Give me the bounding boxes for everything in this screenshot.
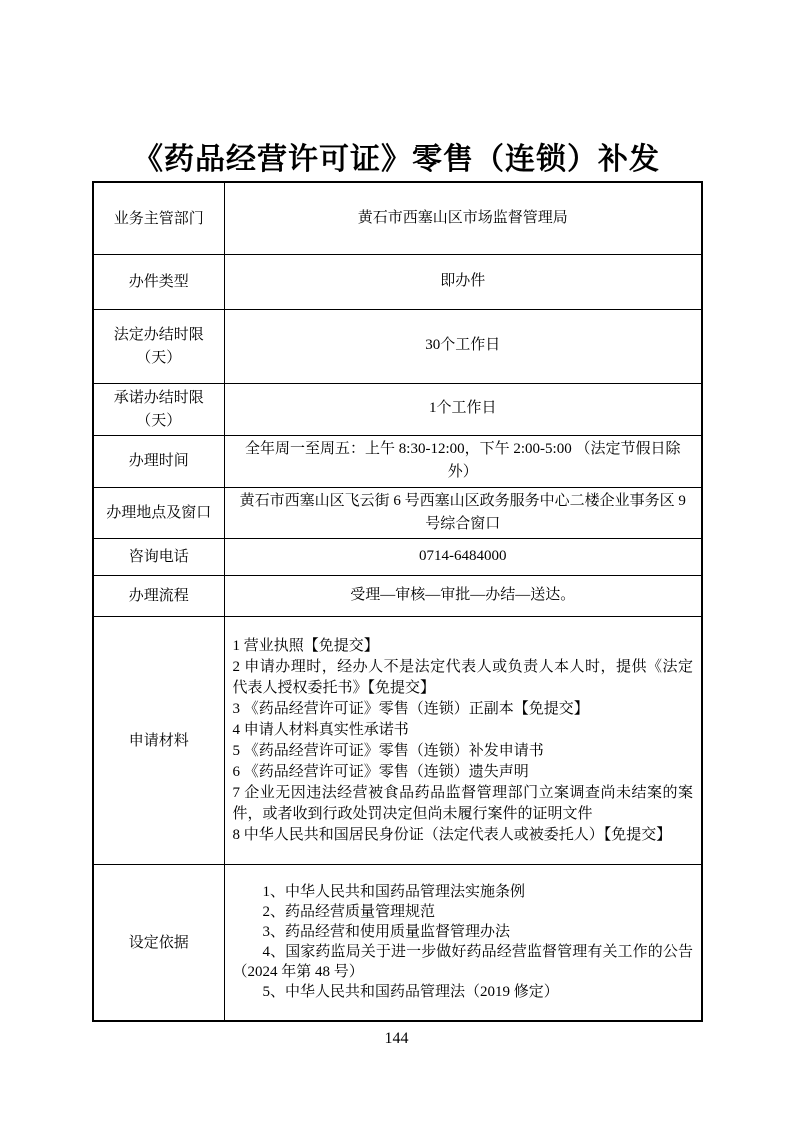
row-value-department: 黄石市西塞山区市场监督管理局 [224,182,702,254]
row-label-promised-time-limit: 承诺办结时限（天） [93,383,224,435]
legal-basis-item: 5、中华人民共和国药品管理法（2019 修定） [262,984,559,1001]
row-label-location: 办理地点及窗口 [93,487,224,539]
table-row [93,435,702,487]
materials-list [224,617,702,865]
row-label-case-type: 办件类型 [93,254,224,309]
legal-basis-item: 4、国家药监局关于进一步做好药品经营监督管理有关工作的公告（2024 年第 48 号） [232,944,693,981]
row-label-department: 业务主管部门 [93,182,224,254]
row-value-case-type: 即办件 [224,254,702,309]
row-label-phone: 咨询电话 [93,539,224,576]
table-row [93,309,702,383]
legal-basis-item: 3、药品经营和使用质量监督管理办法 [262,924,511,941]
page-number: 144 [384,1030,409,1047]
row-label-process: 办理流程 [93,576,224,617]
service-info-table [92,181,703,1022]
row-value-location: 黄石市西塞山区飞云街 6 号西塞山区政务服务中心二楼企业事务区 9 号综合窗口 [224,487,702,539]
table-row [93,383,702,435]
material-item: 2 申请办理时，经办人不是法定代表人或负责人本人时，提供《法定代表人授权委托书》【免提交】 [232,658,693,696]
material-item: 6 《药品经营许可证》零售（连锁）遗失声明 [232,763,529,780]
row-value-promised-time-limit: 1个工作日 [224,383,702,435]
table-row [93,182,702,254]
table-row [93,865,702,1021]
material-item: 5 《药品经营许可证》零售（连锁）补发申请书 [232,742,544,759]
row-label-legal-time-limit: 法定办结时限（天） [93,309,224,383]
row-value-office-hours: 全年周一至周五：上午 8:30-12:00，下午 2:00-5:00 （法定节假日除外） [224,435,702,487]
row-label-office-hours: 办理时间 [93,435,224,487]
material-item: 7 企业无因违法经营被食品药品监督管理部门立案调查尚未结案的案件，或者收到行政处罚决定但尚未履行案件的证明文件 [232,784,693,822]
material-item: 8 中华人民共和国居民身份证（法定代表人或被委托人）【免提交】 [232,826,672,843]
legal-basis-list [224,865,702,1021]
material-item: 4 申请人材料真实性承诺书 [232,721,409,738]
page-title: 《药品经营许可证》零售（连锁）补发 [133,143,660,176]
table-row [93,617,702,865]
row-label-legal-basis: 设定依据 [93,865,224,1021]
table-row [93,487,702,539]
material-item: 3 《药品经营许可证》零售（连锁）正副本【免提交】 [232,700,589,717]
table-row [93,539,702,576]
row-value-phone: 0714-6484000 [224,539,702,576]
row-value-process: 受理—审核—审批—办结—送达。 [224,576,702,617]
row-label-materials: 申请材料 [93,617,224,865]
legal-basis-item: 2、药品经营质量管理规范 [262,904,436,921]
table-row [93,576,702,617]
table-row [93,254,702,309]
legal-basis-item: 1、中华人民共和国药品管理法实施条例 [262,884,526,901]
row-value-legal-time-limit: 30个工作日 [224,309,702,383]
material-item: 1 营业执照【免提交】 [232,637,379,654]
